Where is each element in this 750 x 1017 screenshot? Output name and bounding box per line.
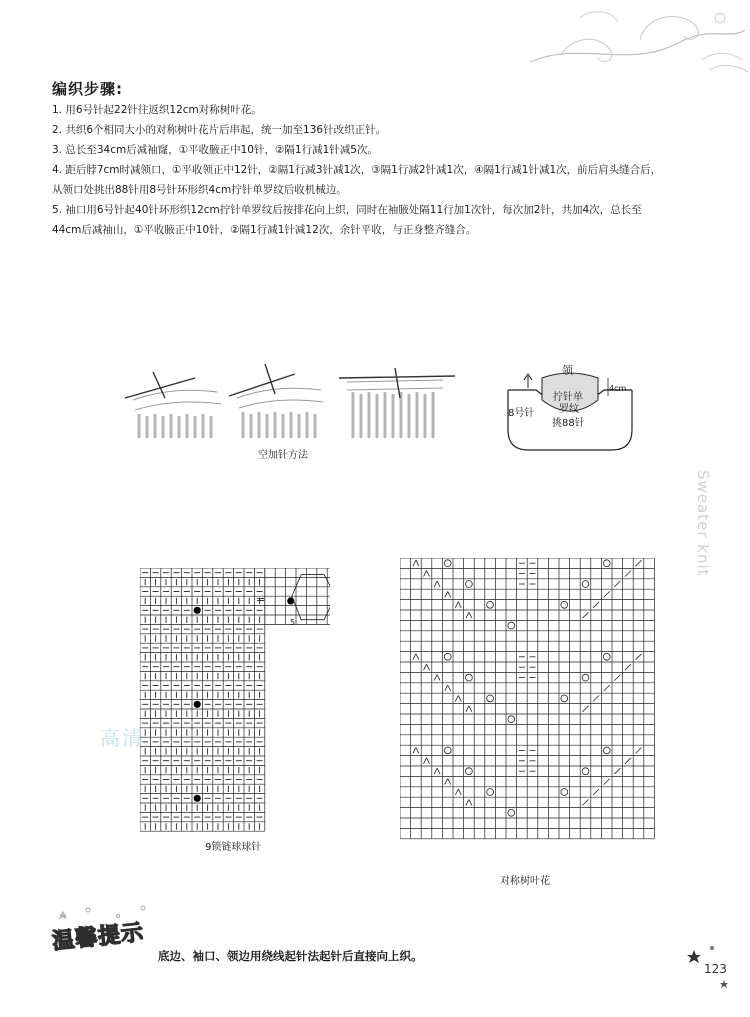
yarn-over-mark xyxy=(444,560,451,567)
section-heading: 编织步骤: xyxy=(52,80,123,98)
left-decrease-mark xyxy=(445,591,451,597)
right-decrease-mark xyxy=(604,779,610,785)
side-label: Sweater knit xyxy=(694,470,712,577)
left-chart-equals: = xyxy=(256,593,266,606)
right-decrease-mark xyxy=(614,581,620,587)
right-decrease-mark xyxy=(583,799,589,805)
yarn-over-mark xyxy=(444,653,451,660)
step-line: 3. 总长至34cm后减袖窿，①平收腋正中10针，②隔1行减1针减5次。 xyxy=(52,144,378,156)
right-decrease-mark xyxy=(593,602,599,608)
step-line: 4. 距后脖7cm时减领口，①平收领正中12针，②隔1行减3针减1次，③隔1行减2针减1次，④隔1行减1针减1次，前后肩头缝合后， xyxy=(52,164,662,176)
yarn-over-mark xyxy=(603,747,610,754)
right-decrease-mark xyxy=(593,695,599,701)
right-decrease-mark xyxy=(604,591,610,597)
left-decrease-mark xyxy=(466,706,472,712)
right-decrease-mark xyxy=(636,654,642,660)
bobble-inset xyxy=(292,575,330,620)
right-decrease-mark xyxy=(583,706,589,712)
left-decrease-mark xyxy=(445,685,451,691)
left-chart-inset-number: 5 xyxy=(290,618,296,627)
right-decrease-mark xyxy=(614,768,620,774)
yarn-over-mark xyxy=(508,716,515,723)
bobble-mark xyxy=(194,701,201,708)
left-decrease-mark xyxy=(455,695,461,701)
right-decrease-mark xyxy=(614,675,620,681)
right-decrease-mark xyxy=(625,571,631,577)
bobble-mark xyxy=(194,607,201,614)
page-number: 123 xyxy=(704,962,727,976)
step-line: 5. 袖口用6号针起40针环形织12cm拧针单罗纹后按排花向上织，同时在袖腋处隔11行加1次针，每次加2针，共加4次，总长至 xyxy=(52,204,642,216)
left-decrease-mark xyxy=(413,654,419,660)
left-decrease-mark xyxy=(466,612,472,618)
yarn-over-mark xyxy=(487,789,494,796)
yarn-over-mark xyxy=(508,809,515,816)
left-decrease-mark xyxy=(413,747,419,753)
step-line: 1. 用6号针起22针往返织12cm对称树叶花。 xyxy=(52,104,262,116)
left-decrease-mark xyxy=(434,675,440,681)
neck-needle-label: 8号针 xyxy=(508,408,535,419)
yarn-over-mark xyxy=(582,674,589,681)
left-chart-grid xyxy=(140,568,265,831)
right-decrease-mark xyxy=(593,789,599,795)
yarn-over-mark xyxy=(582,768,589,775)
left-decrease-mark xyxy=(434,768,440,774)
yarn-over-mark xyxy=(582,581,589,588)
left-decrease-mark xyxy=(434,581,440,587)
left-decrease-mark xyxy=(466,799,472,805)
left-decrease-mark xyxy=(445,779,451,785)
neck-pickup-label: 挑88针 xyxy=(552,418,585,429)
yarn-over-mark xyxy=(466,768,473,775)
cast-on-caption: 空加针方法 xyxy=(258,450,308,461)
bobble-mark xyxy=(194,795,201,802)
left-decrease-mark xyxy=(424,664,430,670)
neck-label: 领 xyxy=(562,364,573,377)
left-decrease-mark xyxy=(424,571,430,577)
yarn-over-mark xyxy=(603,560,610,567)
right-decrease-mark xyxy=(625,758,631,764)
left-chart-caption: 9锁链球球针 xyxy=(205,842,262,853)
step-line: 44cm后减袖山，①平收腋正中10针，②隔1行减1针减12次，余针平收，与正身整齐缝合。 xyxy=(52,224,477,236)
yarn-over-mark xyxy=(508,622,515,629)
yarn-over-mark xyxy=(561,601,568,608)
watermark: 高清 xyxy=(100,726,144,750)
yarn-over-mark xyxy=(444,747,451,754)
left-decrease-mark xyxy=(455,789,461,795)
step-line: 2. 共织6个相同大小的对称树叶花片后串起，统一加至136针改织正针。 xyxy=(52,124,387,136)
left-decrease-mark xyxy=(455,602,461,608)
yarn-over-mark xyxy=(561,789,568,796)
step-list xyxy=(52,100,692,240)
left-decrease-mark xyxy=(424,758,430,764)
flourish-ornament xyxy=(520,0,750,80)
right-chart-grid xyxy=(400,558,654,839)
yarn-over-mark xyxy=(603,653,610,660)
yarn-over-mark xyxy=(561,695,568,702)
neck-rib-label-2: 罗纹 xyxy=(559,404,579,415)
neck-height-label: 4cm xyxy=(609,384,627,393)
bobble-stitch-chart xyxy=(140,568,330,832)
cast-on-illustration xyxy=(125,358,455,440)
yarn-over-mark xyxy=(487,601,494,608)
step-line: 从领口处挑出88针用8号针环形织4cm拧针单罗纹后收机械边。 xyxy=(52,184,347,196)
right-chart-caption: 对称树叶花 xyxy=(500,876,550,887)
right-decrease-mark xyxy=(625,664,631,670)
left-chart-extension xyxy=(265,568,330,624)
leaf-pattern-chart xyxy=(400,558,656,840)
right-decrease-mark xyxy=(636,560,642,566)
yarn-over-mark xyxy=(466,581,473,588)
yarn-over-mark xyxy=(466,674,473,681)
neck-rib-label: 拧针单 xyxy=(553,392,583,403)
tip-text: 底边、袖口、领边用绕线起针法起针后直接向上织。 xyxy=(158,949,423,963)
yarn-over-mark xyxy=(487,695,494,702)
tip-title: 温馨提示 xyxy=(51,920,146,955)
right-decrease-mark xyxy=(636,747,642,753)
left-decrease-mark xyxy=(413,560,419,566)
right-decrease-mark xyxy=(583,612,589,618)
right-decrease-mark xyxy=(604,685,610,691)
